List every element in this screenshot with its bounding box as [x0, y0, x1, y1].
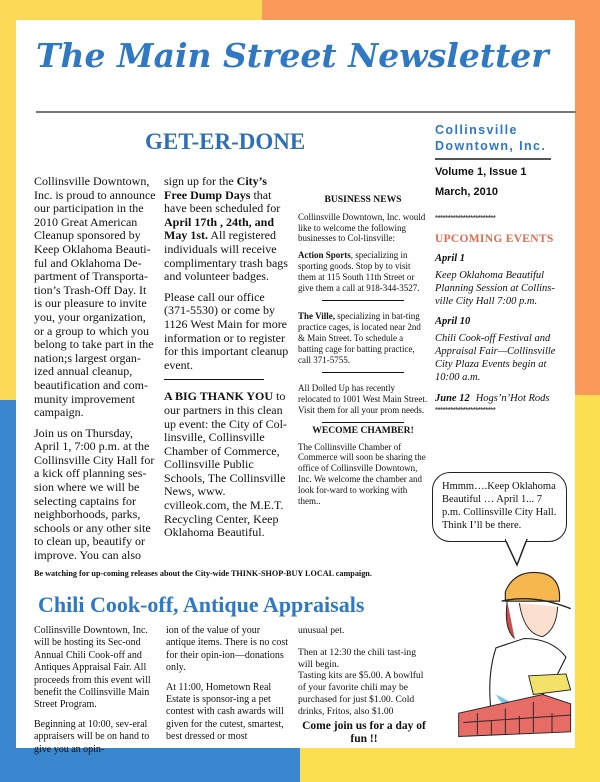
paragraph: Collinsville Downtown, Inc. will be hosting its Sec-ond Annual Chili Cook-off and Antiques Appraisal Fair. All proceeds from this event will benefit the Collinsville Main Street Program.: [34, 625, 151, 711]
speech-bubble-text: Hmmm….Keep Oklahoma Beautiful … April 1... 7 p.m. Collinsville City Hall. Think I’ll be there.: [442, 481, 557, 531]
event-description: Keep Oklahoma Beautiful Planning Session at Collins-ville City Hall 7:00 p.m.: [435, 270, 555, 307]
sidebar: [435, 122, 565, 415]
event-date: April 1: [435, 253, 466, 264]
get-er-done-heading: GET-ER-DONE: [145, 129, 306, 154]
paragraph: [298, 250, 428, 293]
chili-column-1: [34, 625, 156, 763]
paragraph: At 11:00, Hometown Real Estate is sponsor-ing a pet contest with cash awards will given for the cutest, smartest, best dressed or most: [166, 681, 284, 743]
paragraph: [298, 311, 428, 365]
paragraph: Beginning at 10:00, sev-eral appraisers will be on hand to give you an opin-: [34, 718, 150, 755]
divider: [164, 379, 264, 380]
bricklayer-illustration: [440, 560, 580, 745]
come-join-us: Come join us for a day of fun !!: [302, 719, 426, 745]
text: specializing in bat-ting practice cages, is located near 2nd & Main Street. To schedule a batting cage for batting practice, call 371-5755.: [298, 311, 421, 365]
event-description: Hogs’n’Hot Rods: [475, 393, 550, 404]
event-date: April 10: [435, 316, 471, 327]
paragraph: unusual pet.: [298, 625, 345, 636]
business-name: The Ville,: [298, 311, 336, 322]
divider: [322, 300, 404, 301]
business-news-heading: BUSINESS NEWS: [324, 194, 402, 205]
text: All registered individuals will receive complimentary trash bags and volunteer badges.: [164, 228, 288, 284]
brick-wall-icon: [459, 695, 571, 737]
volume-issue: Volume 1, Issue 1: [435, 166, 527, 178]
paragraph: Then at 12:30 the chili tast-ing will begin.: [298, 646, 417, 670]
paragraph: [164, 390, 290, 540]
paragraph: Join us on Thursday, April 1, 7:00 p.m. at the Collinsville City Hall for a kick off planning ses-sion where we will be selecting captains for neighborhoods, parks, schools or any other site to clean up, beautify or improve. You can also: [34, 425, 155, 563]
thank-you-emphasis: A BIG THANK YOU: [164, 389, 274, 404]
newsletter-title: The Main Street Newsletter: [36, 36, 549, 75]
text: to our partners in this clean up event: the City of Col-linsville, Collinsville Chamber of Commerce, Collinsville Public Schools, The Collinsville News, www. cvilleok.com, the M.E.T. Recycling Center, Keep Oklahoma Beautiful.: [164, 389, 287, 540]
text: that have been scheduled for: [164, 187, 281, 216]
bricklayer-cap-icon: [502, 572, 571, 608]
upcoming-events-heading: UPCOMING EVENTS: [435, 233, 554, 245]
paragraph: The Collinsville Chamber of Commerce will soon be sharing the office of Collinsville Downtown, Inc. We welcome the chamber and look for-ward to working with them..: [298, 441, 426, 506]
event-description: Chili Cook-off Festival and Appraisal Fair—Collinsville City Plaza Events begin at 10:00 a.m.: [435, 333, 556, 383]
issue-date: March, 2010: [435, 186, 498, 198]
chili-cookoff-heading: Chili Cook-off, Antique Appraisals: [38, 592, 365, 617]
paragraph: Please call our office (371-5530) or come by 1126 West Main for more information or to register for this important cleanup event.: [164, 289, 289, 372]
paragraph: ion of the value of your antique items. There is no cost for their opin-ion—donations only.: [166, 625, 289, 674]
paragraph: Tasting kits are $5.00. A bowlful of your favorite chili may be purchased for just $1.00. Cold drinks, Fritos, also $1.00: [298, 670, 424, 717]
paragraph: Collinsville Downtown, Inc. would like to welcome the following businesses to Col-linsville:: [298, 211, 426, 244]
paragraph: All Dolled Up has recently relocated to 1001 West Main Street. Visit them for all your prom needs.: [298, 383, 428, 415]
dump-days-emphasis: City’s Free Dump Days: [164, 174, 267, 202]
get-er-done-column-2: [164, 175, 290, 547]
chili-column-2: [166, 625, 288, 751]
text: , specializing in sporting goods. Stop by to visit them at 115 South 11th Street or give them a call at 918-344-3527.: [298, 250, 420, 293]
paragraph: Collinsville Downtown, Inc. is proud to announce our participation in the 2010 Great American Cleanup sponsored by Keep Oklahoma Beauti-ful and Oklahoma De-partment of Transporta-tion’s Trash-Off Day. It is our pleasure to invite you, your organization, or a group to which you belong to take part in the nation;s largest organ-ized annual cleanup, beautification and com-munity improvement campaign.: [34, 174, 156, 420]
event-inline: [435, 393, 565, 404]
think-local-banner: Be watching for up-coming releases about the City-wide THINK-SHOP-BUY LOCAL campaign.: [34, 569, 372, 578]
title-divider: [36, 111, 576, 113]
chili-column-3: [298, 625, 430, 746]
business-name: Action Sports: [298, 250, 351, 261]
chamber-heading: WECOME CHAMBER!: [312, 424, 414, 436]
event-date: June 12: [435, 393, 470, 404]
business-news-column: [298, 195, 428, 512]
paragraph: [164, 175, 290, 284]
dates-emphasis: April 17th , 24th, and May 1st.: [164, 214, 275, 243]
star-divider: ************************: [435, 214, 496, 223]
organization-name: Collinsville Downtown, Inc.: [435, 122, 551, 160]
text: sign up for the: [164, 174, 237, 188]
star-divider: ************************: [435, 406, 496, 415]
get-er-done-column-1: [34, 175, 156, 570]
divider: [322, 422, 404, 423]
divider: [322, 372, 404, 373]
